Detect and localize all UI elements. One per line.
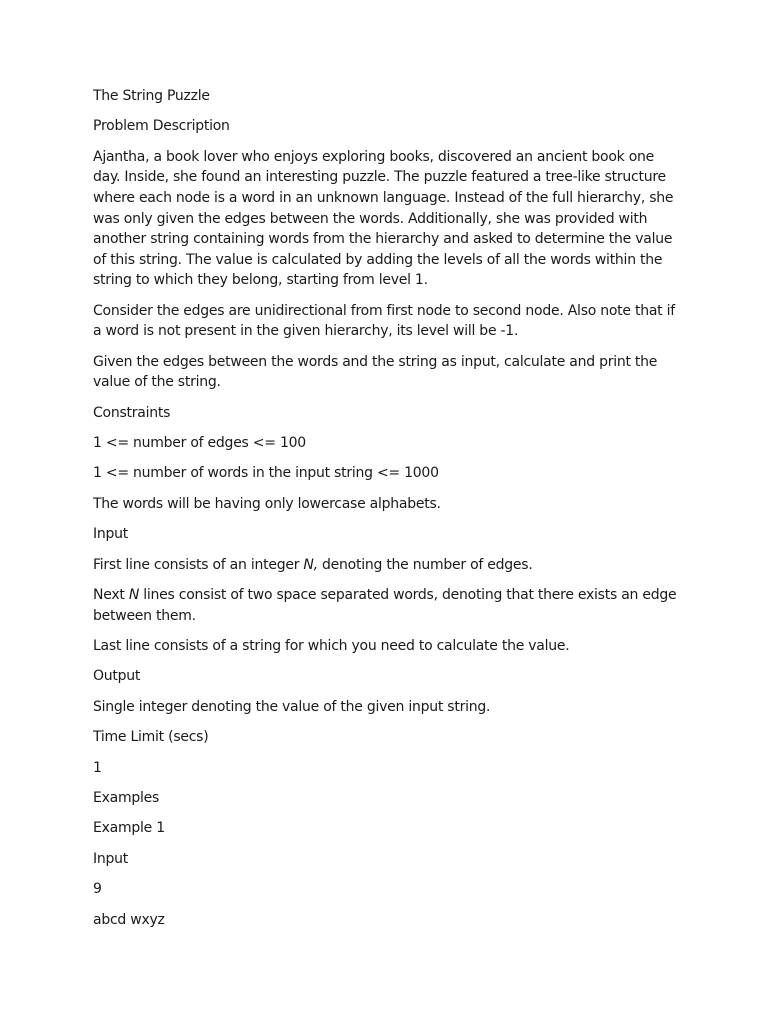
document-title: The String Puzzle — [93, 88, 210, 104]
input-description-line-1 — [93, 555, 678, 576]
document-page — [93, 86, 678, 940]
constraint-edges: 1 <= number of edges <= 100 — [93, 435, 306, 452]
constraint-words: 1 <= number of words in the input string <= 1000 — [93, 465, 439, 482]
example-1-input-heading: Input — [93, 850, 129, 867]
example-1-input-line-1: 9 — [93, 881, 102, 898]
input-description-line-2 — [93, 585, 678, 626]
input-line2-pre: Next — [93, 587, 129, 604]
examples-heading: Examples — [93, 789, 160, 806]
description-paragraph-2: Consider the edges are unidirectional from first node to second node. Also note that if a word is not present in the given hierarchy, its level will be -1. — [93, 302, 675, 340]
output-heading: Output — [93, 668, 141, 685]
input-description-line-3: Last line consists of a string for which you need to calculate the value. — [93, 638, 570, 655]
problem-description-heading: Problem Description — [93, 118, 230, 135]
input-line2-variable: N — [128, 587, 140, 604]
example-1-heading: Example 1 — [93, 820, 165, 837]
input-line1-post: denoting the number of edges. — [317, 556, 533, 573]
description-paragraph-1: Ajantha, a book lover who enjoys exploring books, discovered an ancient book one day. Inside, she found an interesting puzzle. The puzzle featured a tree-like structure where each node is a word in an unknown language. Instead of the full hierarchy, she was only given the edges between the words. Additionally, she was provided with another string containing words from the hierarchy and asked to determine the value of this string. The value is calculated by adding the levels of all the words within the string to which they belong, starting from level 1. — [93, 148, 674, 289]
description-paragraph-3: Given the edges between the words and the string as input, calculate and print the value of the string. — [93, 353, 658, 391]
input-line1-variable: N, — [303, 556, 318, 573]
input-line2-post: lines consist of two space separated words, denoting that there exists an edge between them. — [93, 587, 677, 624]
time-limit-value: 1 — [93, 759, 102, 776]
input-line1-pre: First line consists of an integer — [93, 556, 304, 573]
input-heading: Input — [93, 526, 129, 543]
time-limit-heading: Time Limit (secs) — [93, 729, 209, 746]
example-1-input-line-2: abcd wxyz — [93, 911, 165, 928]
output-description: Single integer denoting the value of the given input string. — [93, 698, 491, 715]
constraint-lowercase: The words will be having only lowercase alphabets. — [93, 495, 441, 512]
constraints-heading: Constraints — [93, 404, 171, 421]
